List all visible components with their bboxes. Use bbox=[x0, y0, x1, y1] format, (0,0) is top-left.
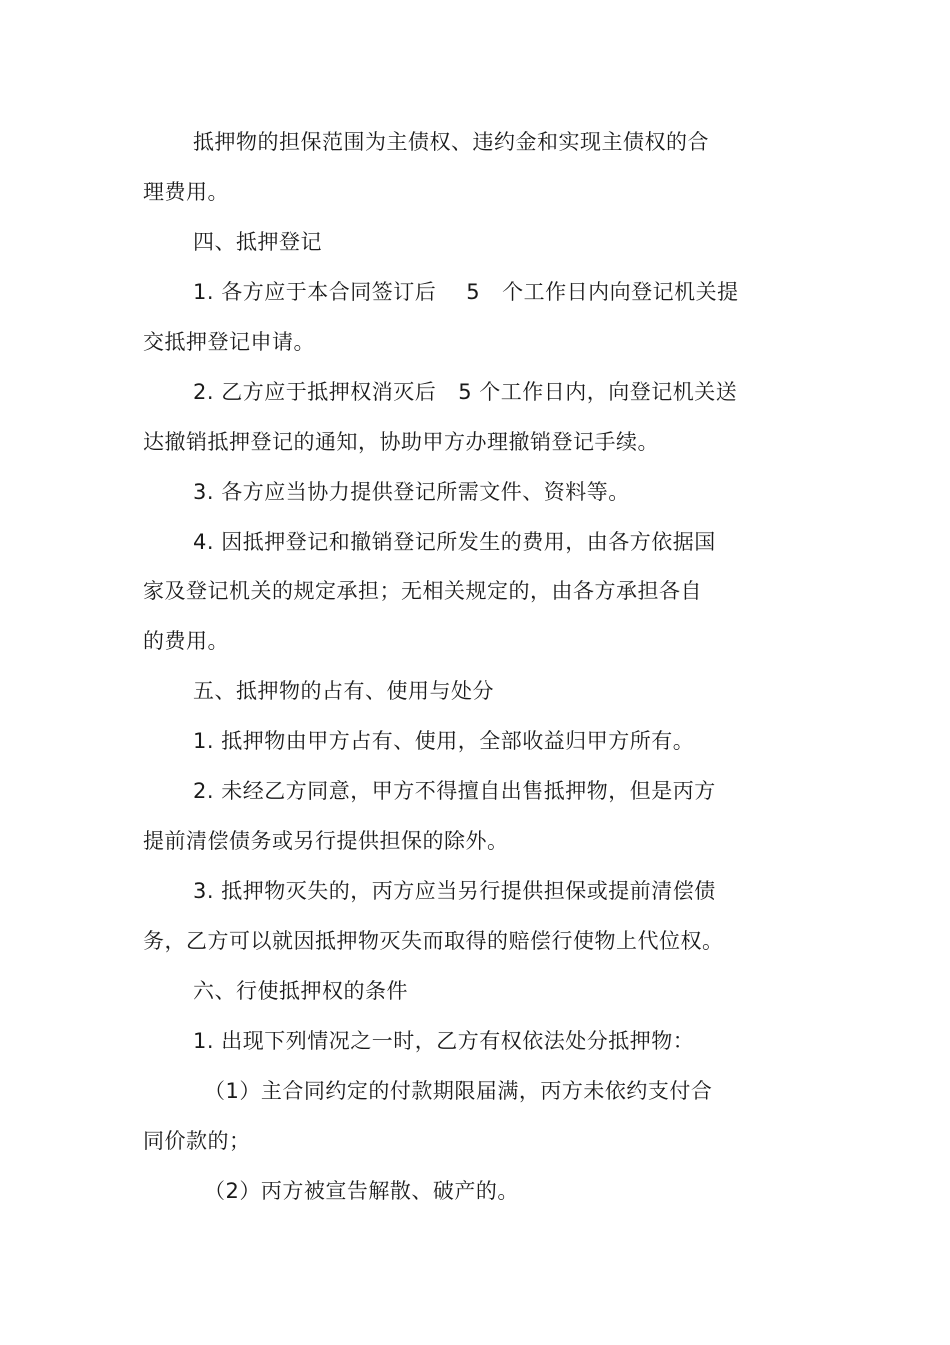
paragraph-line bbox=[143, 327, 315, 357]
text: 六、行使抵押权的条件 bbox=[193, 979, 408, 1003]
section-heading bbox=[193, 976, 408, 1006]
text: 1. 各方应于本合同签订后 bbox=[193, 280, 437, 304]
text: 个工作日内向登记机关提 bbox=[502, 280, 739, 304]
paragraph-line bbox=[193, 876, 716, 906]
text: 理费用。 bbox=[143, 180, 229, 204]
text: 务，乙方可以就因抵押物灭失而取得的赔偿行使物上代位权。 bbox=[143, 929, 724, 953]
text: 达撤销抵押登记的通知，协助甲方办理撤销登记手续。 bbox=[143, 430, 659, 454]
paragraph-line bbox=[193, 527, 716, 557]
text: 3. 抵押物灭失的，丙方应当另行提供担保或提前清偿债 bbox=[193, 879, 716, 903]
text: 的费用。 bbox=[143, 629, 229, 653]
text: 2. 乙方应于抵押权消灭后 bbox=[193, 380, 437, 404]
paragraph-line bbox=[204, 1076, 712, 1106]
text: 提前清偿债务或另行提供担保的除外。 bbox=[143, 829, 509, 853]
paragraph-line bbox=[193, 127, 709, 157]
text: 四、抵押登记 bbox=[193, 230, 322, 254]
paragraph-line bbox=[193, 776, 716, 806]
paragraph-line bbox=[204, 1176, 519, 1206]
text: 1. 抵押物由甲方占有、使用，全部收益归甲方所有。 bbox=[193, 729, 695, 753]
text: （1）主合同约定的付款期限届满，丙方未依约支付合 bbox=[204, 1079, 713, 1103]
paragraph-line bbox=[193, 1026, 694, 1056]
section-heading bbox=[193, 227, 322, 257]
text: 5 个工作日内，向登记机关送 bbox=[458, 380, 738, 404]
paragraph-line bbox=[143, 826, 509, 856]
section-heading bbox=[193, 676, 494, 706]
paragraph-line bbox=[143, 177, 229, 207]
text: 同价款的； bbox=[143, 1129, 251, 1153]
text: 2. 未经乙方同意，甲方不得擅自出售抵押物，但是丙方 bbox=[193, 779, 716, 803]
paragraph-line bbox=[143, 926, 724, 956]
paragraph-line bbox=[143, 427, 659, 457]
text: 3. 各方应当协力提供登记所需文件、资料等。 bbox=[193, 480, 630, 504]
text: 抵押物的担保范围为主债权、违约金和实现主债权的合 bbox=[193, 130, 709, 154]
text: （2）丙方被宣告解散、破产的。 bbox=[204, 1179, 519, 1203]
text: 5 bbox=[466, 280, 481, 304]
text: 五、抵押物的占有、使用与处分 bbox=[193, 679, 494, 703]
text: 4. 因抵押登记和撤销登记所发生的费用，由各方依据国 bbox=[193, 530, 716, 554]
paragraph-line bbox=[193, 277, 739, 307]
paragraph-line bbox=[193, 726, 694, 756]
paragraph-line bbox=[143, 1126, 251, 1156]
paragraph-line bbox=[193, 477, 630, 507]
text: 家及登记机关的规定承担；无相关规定的，由各方承担各自 bbox=[143, 579, 702, 603]
paragraph-line bbox=[193, 377, 737, 407]
text: 交抵押登记申请。 bbox=[143, 330, 315, 354]
paragraph-line bbox=[143, 626, 229, 656]
text: 1. 出现下列情况之一时，乙方有权依法处分抵押物： bbox=[193, 1029, 695, 1053]
paragraph-line bbox=[143, 576, 702, 606]
